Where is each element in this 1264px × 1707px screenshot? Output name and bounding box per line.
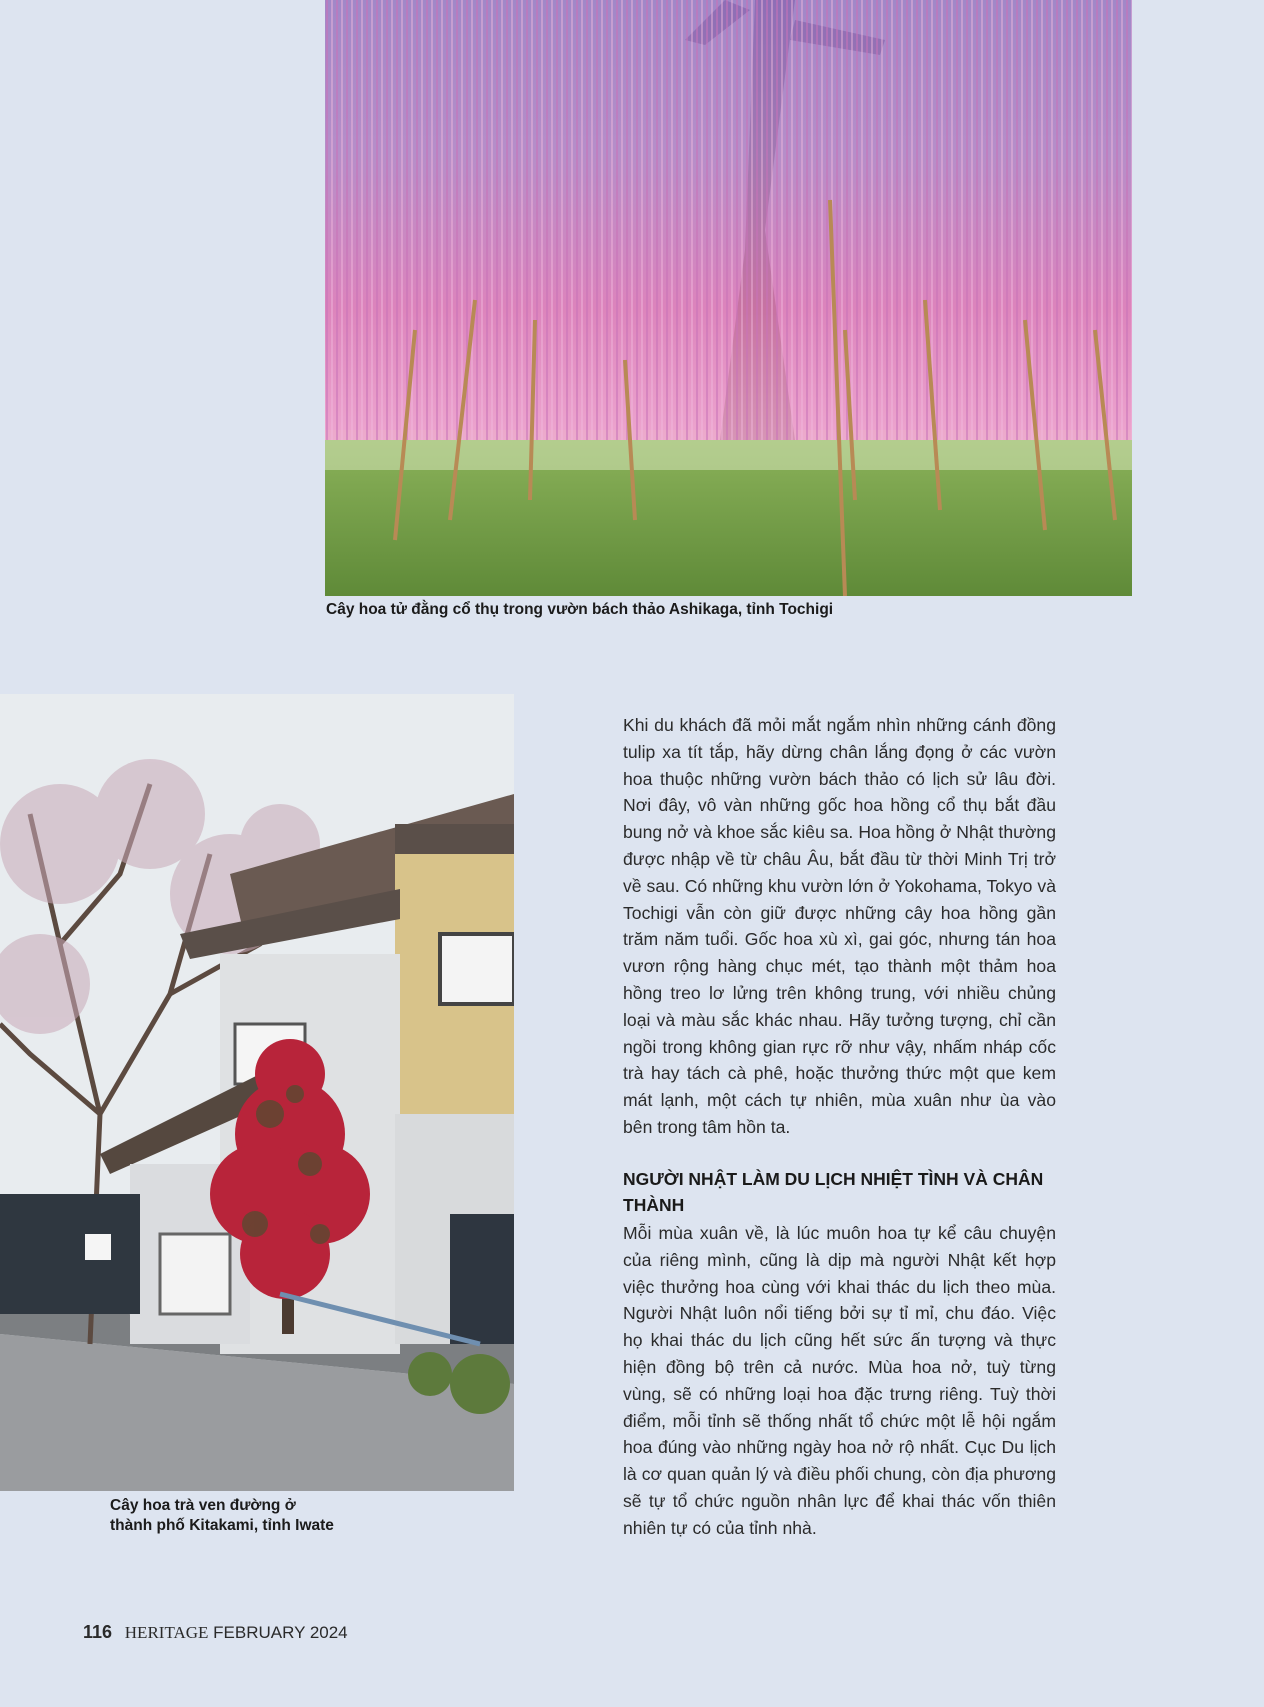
issue-date: FEBRUARY 2024 — [213, 1623, 348, 1642]
article-paragraph-2: Mỗi mùa xuân về, là lúc muôn hoa tự kể câu chuyện của riêng mình, cũng là dịp mà người Nhật kết hợp việc thưởng hoa cùng với khai thác du lịch theo mùa. Người Nhật luôn nổi tiếng bởi sự tỉ mỉ, chu đáo. Việc họ khai thác du lịch cũng hết sức ấn tượng và thực hiện đồng bộ trên cả nước. Mùa hoa nở, tuỳ từng vùng, sẽ có những loại hoa đặc trưng riêng. Tuỳ thời điểm, mỗi tỉnh sẽ thống nhất tổ chức một lễ hội ngắm hoa đúng vào những ngày hoa nở rộ nhất. Cục Du lịch là cơ quan quản lý và điều phối chung, còn địa phương sẽ tự tổ chức nguồn nhân lực để khai thác vốn thiên nhiên tự có của tỉnh nhà. — [623, 1223, 1056, 1538]
wisteria-tree-photo-icon — [325, 0, 1132, 596]
left-photo-caption — [110, 1496, 410, 1536]
page-number: 116 — [83, 1622, 113, 1642]
left-caption-line-2: thành phố Kitakami, tỉnh Iwate — [110, 1517, 334, 1534]
camellia-street-photo-icon — [0, 694, 514, 1491]
page-footer — [83, 1622, 348, 1643]
article-paragraph-1: Khi du khách đã mỏi mắt ngắm nhìn những cánh đồng tulip xa tít tắp, hãy dừng chân lắng đọng ở các vườn hoa thuộc những vườn bách thảo có lịch sử lâu đời. Nơi đây, vô vàn những gốc hoa hồng cổ thụ bắt đầu bung nở và khoe sắc kiêu sa. Hoa hồng ở Nhật thường được nhập về từ châu Âu, bắt đầu từ thời Minh Trị trở về sau. Có những khu vườn lớn ở Yokohama, Tokyo và Tochigi vẫn còn giữ được những cây hoa hồng gần trăm năm tuổi. Gốc hoa xù xì, gai góc, nhưng tán hoa vươn rộng hàng chục mét, tạo thành một thảm hoa hồng treo lơ lửng trên không trung, với nhiều chủng loại và màu sắc khác nhau. Hãy tưởng tượng, chỉ cần ngồi trong không gian rực rỡ như vậy, nhấm nháp cốc trà hay tách cà phê, hoặc thưởng thức một que kem mát lạnh, một cách tự nhiên, mùa xuân như ùa vào bên trong tâm hồn ta. — [623, 715, 1056, 1137]
left-caption-line-1: Cây hoa trà ven đường ở — [110, 1497, 296, 1514]
camellia-photo — [0, 694, 514, 1491]
wisteria-photo — [325, 0, 1132, 596]
magazine-brand: HERITAGE — [124, 1623, 209, 1642]
top-photo-caption: Cây hoa tử đằng cổ thụ trong vườn bách thảo Ashikaga, tỉnh Tochigi — [326, 601, 834, 618]
section-heading: NGƯỜI NHẬT LÀM DU LỊCH NHIỆT TÌNH VÀ CHÂN THÀNH — [623, 1169, 1044, 1215]
